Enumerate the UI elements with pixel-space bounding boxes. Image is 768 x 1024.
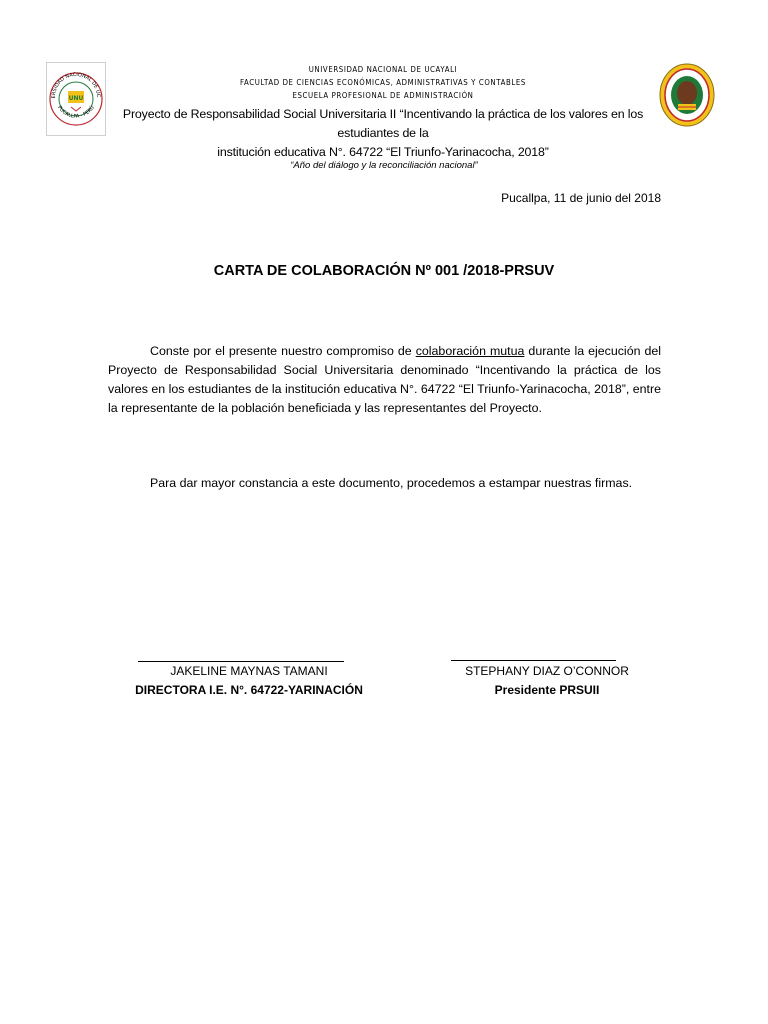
school-name: ESCUELA PROFESIONAL DE ADMINISTRACIÓN (292, 91, 474, 101)
faculty-name: FACULTAD DE CIENCIAS ECONÓMICAS, ADMINISTRATIVAS Y CONTABLES (240, 78, 526, 88)
signatory-role: Presidente PRSUII (494, 683, 600, 697)
svg-text:UNU: UNU (68, 95, 84, 102)
signature-block-right (420, 662, 674, 700)
faculty-emblem-logo (658, 62, 716, 128)
signatory-role: DIRECTORA I.E. N°. 64722-YARINACIÓN (135, 683, 363, 697)
svg-text:UNIVERSIDAD NACIONAL DE UCAYAL: ERSIDAD NACIONAL DE UC (50, 71, 102, 99)
signatory-name: STEPHANY DIAZ O’CONNOR (465, 664, 629, 678)
project-title-line-1: Proyecto de Responsabilidad Social Universitaria II “Incentivando la práctica de los valores en los estudiantes de la (122, 107, 644, 140)
university-seal-logo (46, 62, 106, 136)
project-title (108, 105, 658, 162)
university-name: UNIVERSIDAD NACIONAL DE UCAYALI (308, 65, 458, 75)
underlined-phrase: colaboración mutua (415, 344, 525, 358)
year-motto: “Año del diálogo y la reconciliación nacional” (290, 160, 478, 171)
paragraph-2-text: Para dar mayor constancia a este documento, procedemos a estampar nuestras firmas. (150, 476, 633, 490)
letterhead (108, 64, 658, 162)
signatory-name: JAKELINE MAYNAS TAMANI (170, 664, 328, 678)
signature-line-right (451, 660, 616, 661)
paragraph-1-rest: durante la ejecución del Proyecto de Responsabilidad Social Universitaria denominado “Incentivando la práctica de los valores en los estudiantes de la institución educativa N°. 64722 “El Triunfo-Yarinacocha, 2018”, entre la representante de la población beneficiada y las representantes del Proyecto. (108, 344, 662, 415)
svg-text:PUCALLPA - PERÚ: PUCALLPA - PERÚ (56, 104, 96, 120)
paragraph-1-start: Conste por el presente nuestro compromiso de (150, 344, 416, 358)
project-title-line-2: institución educativa N°. 64722 “El Triunfo-Yarinacocha, 2018” (217, 145, 549, 159)
body-paragraph-2 (108, 474, 661, 493)
signature-block-left (108, 662, 390, 700)
body-paragraph-1 (108, 342, 661, 418)
letter-title: CARTA DE COLABORACIÓN Nº 001 /2018-PRSUV (213, 263, 555, 279)
letter-date: Pucallpa, 11 de junio del 2018 (501, 191, 661, 205)
